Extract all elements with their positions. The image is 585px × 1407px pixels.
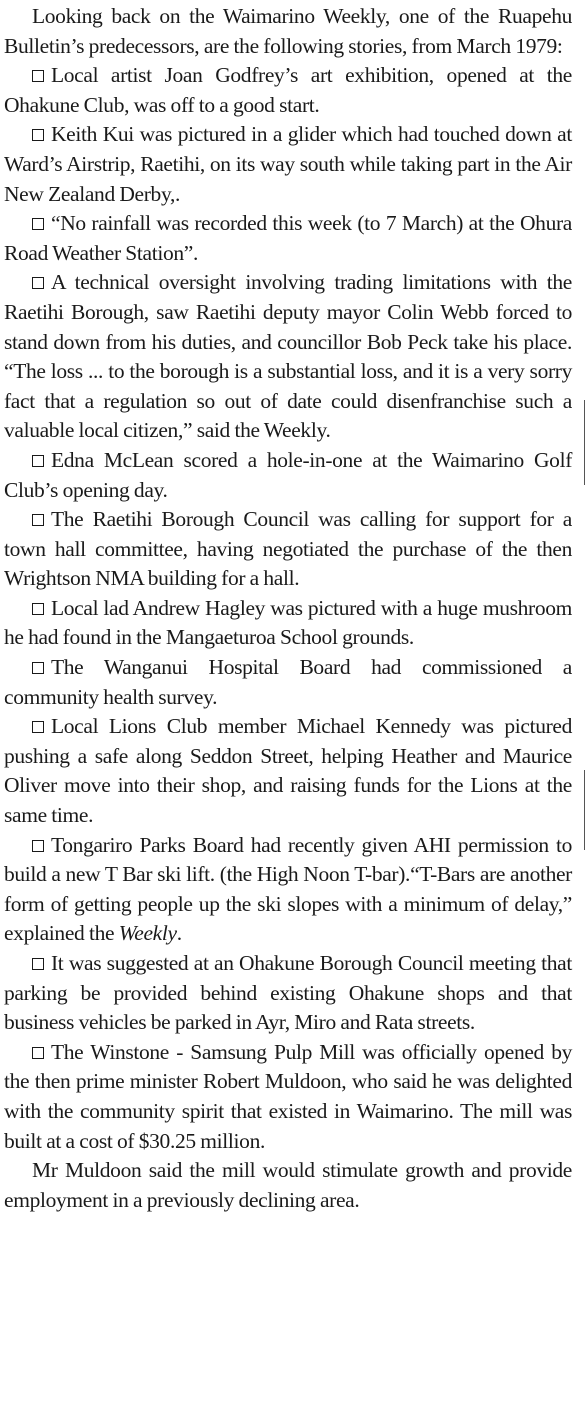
checkbox-bullet-icon [32, 218, 44, 230]
news-item-text: A technical oversight involving trading limitations with the Raetihi Borough, saw Raetihi deputy mayor Colin Webb forced to stand down from his duties, and councillor Bob Peck take his place. “The loss ... to the borough is a substantial loss, and it is a very sorry fact that a regulation so out of date could disenfranchise such a valuable local citizen,” said the Weekly. [4, 270, 572, 443]
intro-paragraph: Looking back on the Waimarino Weekly, one of the Ruapehu Bulletin’s predecessors, are the following stories, from March 1979: [4, 4, 572, 58]
news-item [4, 209, 572, 268]
news-item-text: Tongariro Parks Board had recently given AHI permission to build a new T Bar ski lift. (the High Noon T-bar).“T-Bars are another form of getting people up the ski slopes with a minimum of delay,” explained the [4, 832, 572, 946]
article-body [4, 2, 572, 1215]
news-item [4, 653, 572, 712]
checkbox-bullet-icon [32, 958, 44, 970]
news-item-text: Local artist Joan Godfrey’s art exhibition, opened at the Ohakune Club, was off to a good start. [4, 63, 572, 117]
news-item-text: Local Lions Club member Michael Kennedy was pictured pushing a safe along Seddon Street, helping Heather and Maurice Oliver move into their shop, and raising funds for the Lions at the same time. [4, 714, 572, 828]
news-item [4, 594, 572, 653]
checkbox-bullet-icon [32, 840, 44, 852]
checkbox-bullet-icon [32, 129, 44, 141]
news-item-text: The Winstone - Samsung Pulp Mill was officially opened by the then prime minister Robert Muldoon, who said he was delighted with the community spirit that existed in Waimarino. The mill was built at a cost of $30.25 million. [4, 1039, 572, 1153]
news-item-text: The Raetihi Borough Council was calling for support for a town hall committee, having negotiated the purchase of the then Wrightson NMA building for a hall. [4, 507, 572, 591]
checkbox-bullet-icon [32, 721, 44, 733]
news-item [4, 712, 572, 830]
checkbox-bullet-icon [32, 277, 44, 289]
publication-name: Weekly [118, 921, 177, 946]
news-item-text: Local lad Andrew Hagley was pictured with a huge mushroom he had found in the Mangaeturoa School grounds. [4, 595, 572, 650]
news-item [4, 831, 572, 949]
closing-paragraph: Mr Muldoon said the mill would stimulate growth and provide employment in a previously declining area. [4, 1158, 572, 1212]
news-item [4, 1038, 572, 1156]
checkbox-bullet-icon [32, 70, 44, 82]
checkbox-bullet-icon [32, 455, 44, 467]
checkbox-bullet-icon [32, 1047, 44, 1059]
checkbox-bullet-icon [32, 514, 44, 526]
news-item-text: The Wanganui Hospital Board had commissioned a community health survey. [4, 655, 572, 709]
news-item [4, 505, 572, 594]
news-item [4, 949, 572, 1038]
news-item-text-end: . [176, 921, 182, 946]
news-item [4, 61, 572, 120]
news-item [4, 120, 572, 209]
news-item-text: Keith Kui was pictured in a glider which had touched down at Ward’s Airstrip, Raetihi, on its way south while taking part in the Air New Zealand Derby,. [4, 122, 572, 206]
news-item [4, 446, 572, 505]
news-item-text: “No rainfall was recorded this week (to 7 March) at the Ohura Road Weather Station”. [4, 211, 572, 265]
checkbox-bullet-icon [32, 662, 44, 674]
news-item [4, 268, 572, 446]
news-item-text: It was suggested at an Ohakune Borough Council meeting that parking be provided behind existing Ohakune shops and that business vehicles be parked in Ayr, Miro and Rata streets. [4, 951, 572, 1035]
checkbox-bullet-icon [32, 603, 44, 615]
news-item-text: Edna McLean scored a hole-in-one at the Waimarino Golf Club’s opening day. [4, 447, 572, 502]
